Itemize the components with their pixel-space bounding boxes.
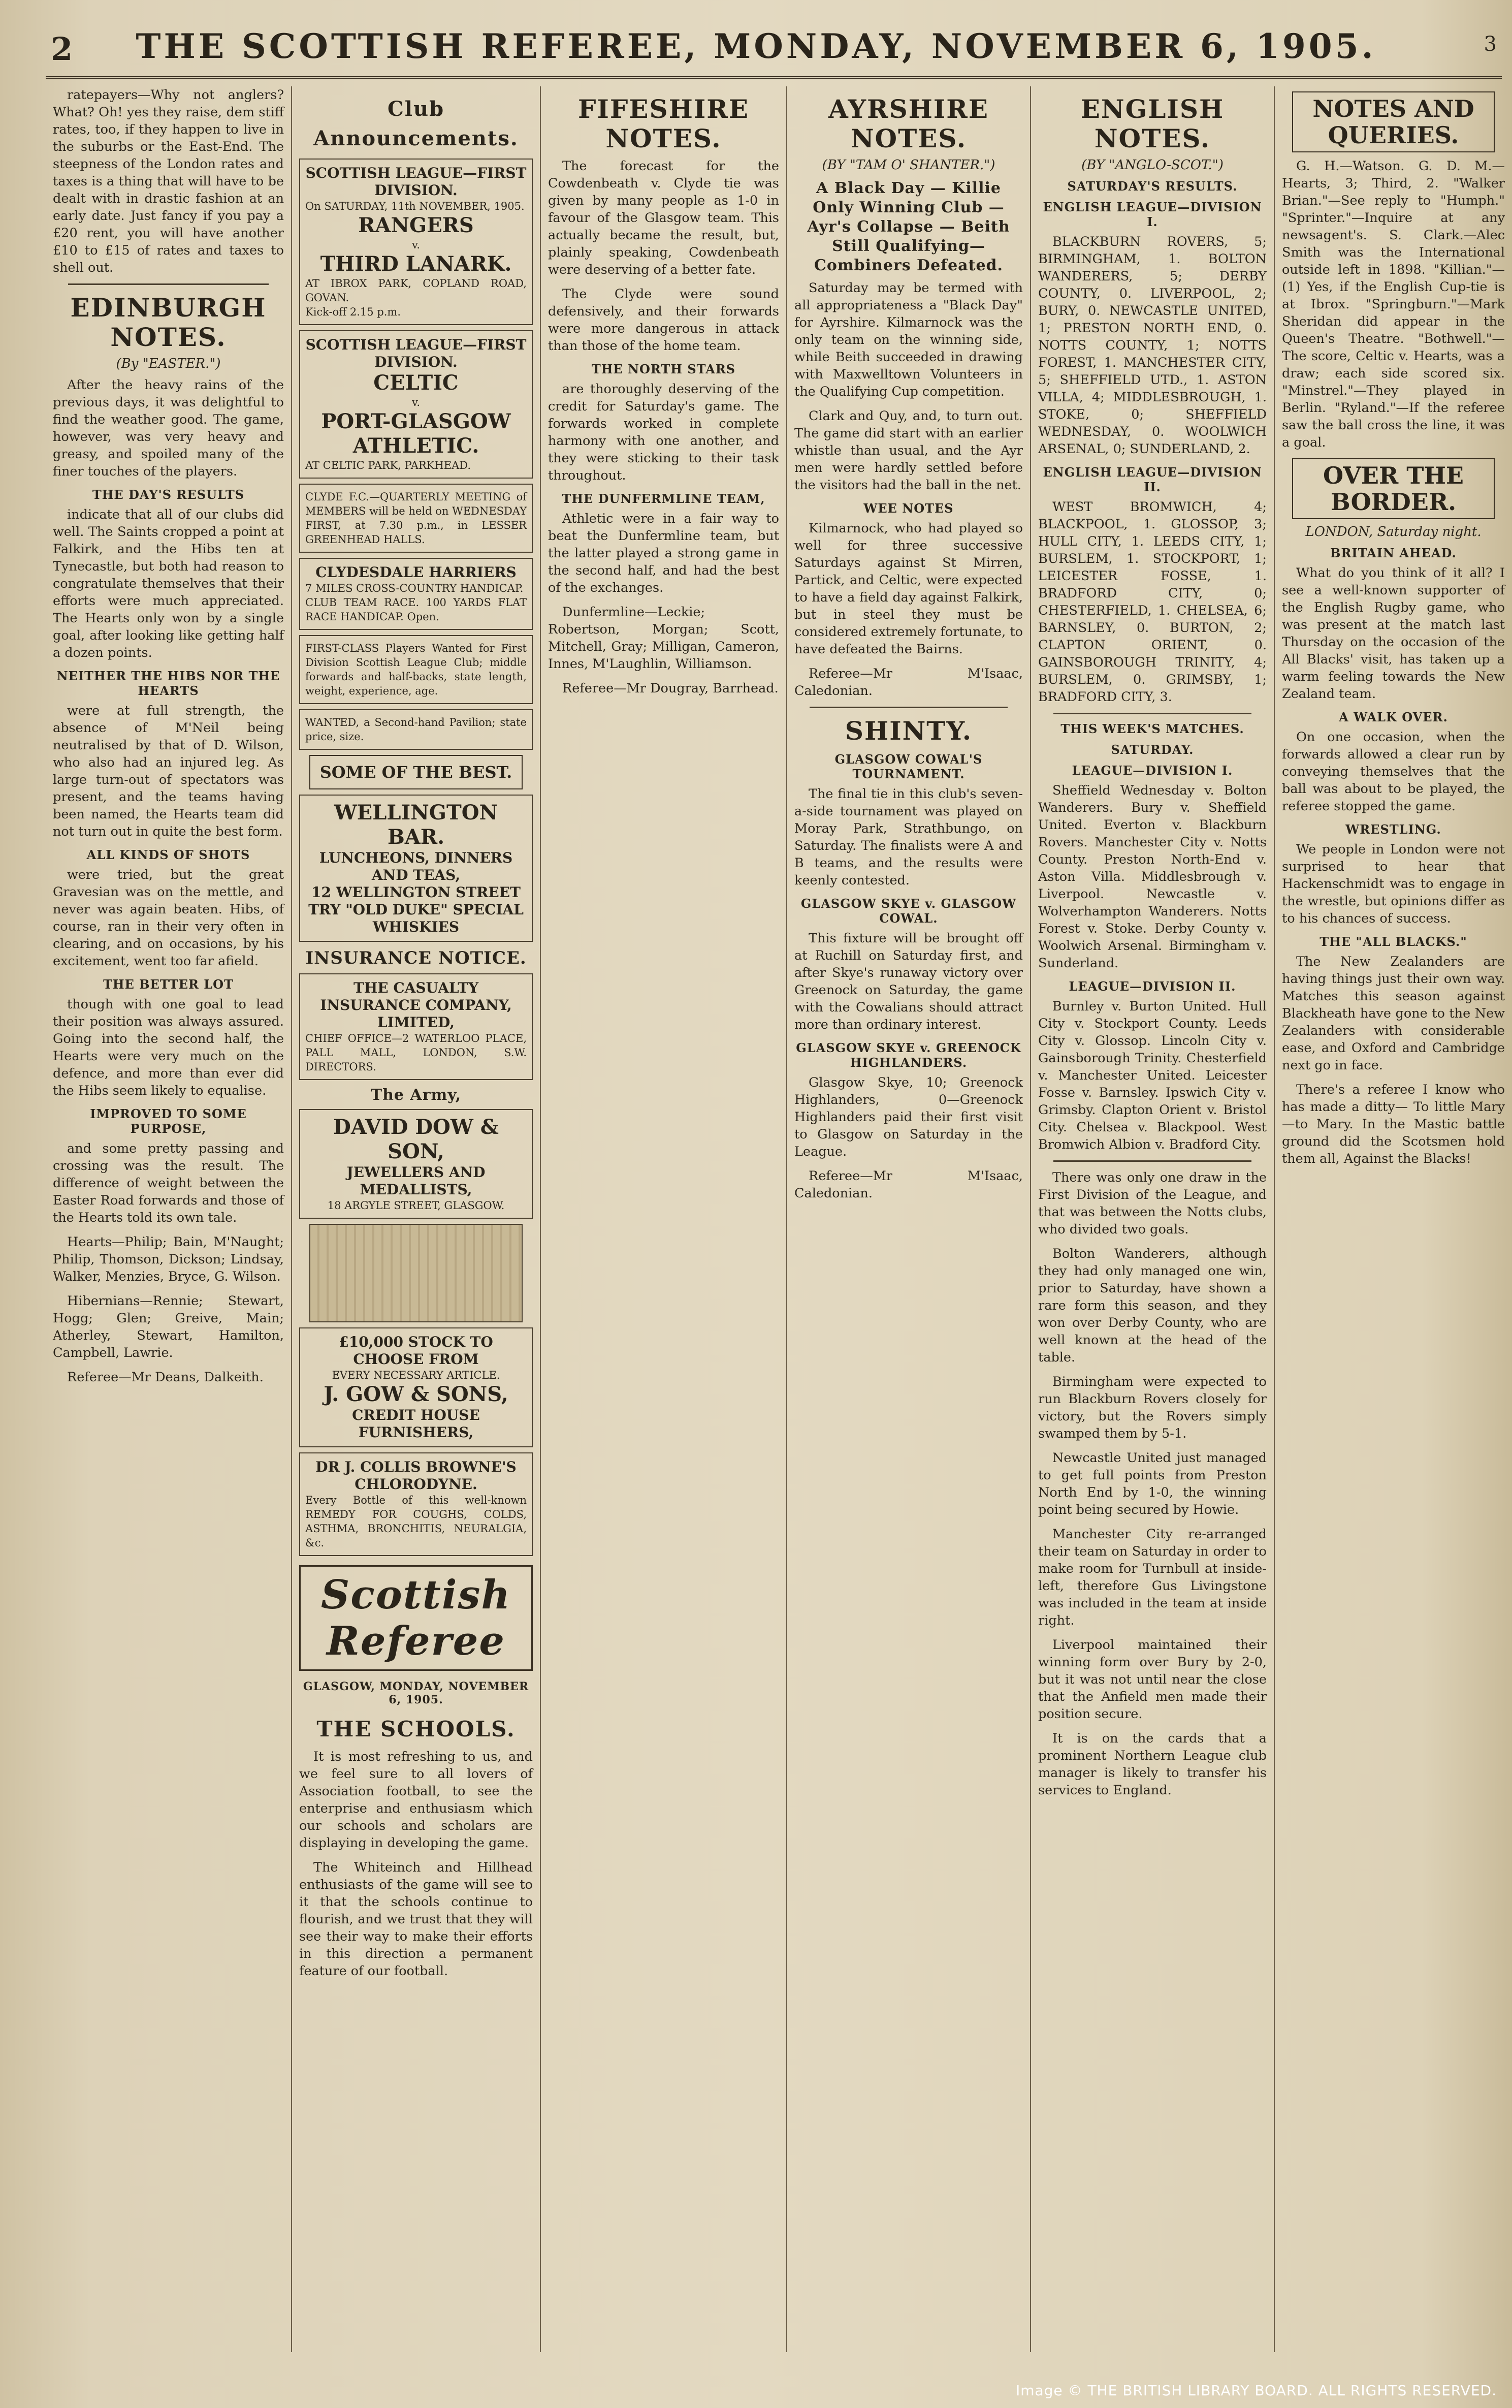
ad-casualty-insurance: [299, 973, 533, 1080]
article-text: It is on the cards that a prominent Northern League club manager is likely to transfer his services to England.: [1038, 1731, 1267, 1798]
section-heading-schools: THE SCHOOLS.: [316, 1717, 516, 1741]
article-text: The forecast for the Cowdenbeath v. Clyde tie was given by many people as 1-0 in favour of the Glasgow team. This actually became the result, but, plainly speaking, Cowdenbeath were deserving of a better fate.: [548, 159, 779, 277]
ad-kickoff: Kick-off 2.15 p.m.: [305, 306, 401, 318]
referee-line: Referee—Mr Dougray, Barrhead.: [562, 681, 779, 696]
ad-date: On SATURDAY, 11th NOVEMBER, 1905.: [305, 200, 525, 212]
article-text: Glasgow Skye, 10; Greenock Highlanders, 0—Greenock Highlanders paid their first visit to Glasgow on Saturday in the League.: [794, 1075, 1023, 1159]
article-text: It is most refreshing to us, and we feel sure to all lovers of Association football, to see the enterprise and enthusiasm which our schools and scholars are displaying in developing the game.: [299, 1749, 533, 1851]
section-heading-shinty: SHINTY.: [845, 716, 973, 746]
newspaper-nameplate: Scottish Referee: [299, 1565, 533, 1671]
subheading: THE "ALL BLACKS.": [1320, 934, 1467, 949]
ad-venue: AT IBROX PARK, COPLAND ROAD, GOVAN.: [305, 277, 527, 304]
dateline: LONDON, Saturday night.: [1305, 524, 1482, 540]
subheading: LEAGUE—DIVISION I.: [1072, 763, 1233, 778]
column-1: [46, 86, 292, 2352]
article-text: Athletic were in a fair way to beat the Dunfermline team, but the latter played a strong game in the second half, and had the best of the exchanges.: [548, 511, 779, 595]
ad-clyde-meeting: [299, 484, 533, 553]
team-lineup: Hibernians—Rennie; Stewart, Hogg; Glen; Greive, Main; Atherley, Stewart, Hamilton, Campbell, Lawrie.: [53, 1293, 284, 1360]
article-text: The Clyde were sound defensively, and their forwards were more dangerous in attack than those of the home team.: [548, 287, 779, 354]
subheading: THIS WEEK'S MATCHES.: [1060, 721, 1244, 736]
article-text: Newcastle United just managed to get full points from Preston North End by 1-0, the winning point being secured by Howie.: [1038, 1450, 1267, 1517]
copyright-footer: Image © THE BRITISH LIBRARY BOARD. ALL RIGHTS RESERVED.: [1015, 2382, 1497, 2399]
subheading: NEITHER THE HIBS NOR THE HEARTS: [56, 669, 280, 698]
article-text: On one occasion, when the forwards allowed a clear run by conveying themselves that the ball was about to be played, the referee stopped the game.: [1282, 730, 1505, 814]
ad-pavilion-wanted: [299, 709, 533, 750]
fixtures-list: Burnley v. Burton United. Hull City v. Stockport County. Leeds City v. Glossop. Lincoln City v. Gainsborough Trinity. Chesterfield v. Manchester United. Leicester Fosse v. Barnsley. Ipswich City v. Grimsby. Clapton Orient v. Bristol City. Chelsea v. Blackpool. West Bromwich Albion v. Bradford City.: [1038, 999, 1267, 1152]
ad-players-wanted: [299, 635, 533, 704]
ad-clydesdale-harriers: [299, 558, 533, 630]
team-lineup: Hearts—Philip; Bain, M'Naught; Philip, Thomson, Dickson; Lindsay, Walker, Menzies, Bryce, G. Wilson.: [53, 1234, 284, 1284]
best-heading: SOME OF THE BEST.: [309, 755, 523, 789]
subheading: THE BETTER LOT: [103, 977, 234, 992]
subheading: GLASGOW SKYE v. GLASGOW COWAL.: [800, 896, 1017, 926]
dateline: GLASGOW, MONDAY, NOVEMBER 6, 1905.: [303, 1680, 529, 1706]
insurance-heading: INSURANCE NOTICE.: [305, 948, 527, 968]
ad-wellington-bar: [299, 795, 533, 942]
fixtures-list: Sheffield Wednesday v. Bolton Wanderers. Bury v. Sheffield United. Everton v. Blackburn Rovers. Manchester City v. Notts County. Preston North-End v. Aston Villa. Middlesbrough v. Liverpool. Newcastle v. Wolverhampton Wanderers. Notts Forest v. Stoke. Derby County v. Woolwich Arsenal. Birmingham v. Sunderland.: [1038, 783, 1267, 971]
ad-versus: v.: [411, 239, 421, 251]
referee-line: Referee—Mr Deans, Dalkeith.: [67, 1370, 264, 1385]
right-page-fragment: 3: [1484, 33, 1497, 56]
article-text: Birmingham were expected to run Blackburn Rovers closely for victory, but the Rovers simply swamped them by 5-1.: [1038, 1374, 1267, 1441]
page-number: 2: [51, 30, 73, 68]
deck-heading: A Black Day — Killie Only Winning Club — Ayr's Collapse — Beith Still Qualifying—Combiners Defeated.: [807, 179, 1010, 274]
article-text: There was only one draw in the First Division of the League, and that was between the Notts clubs, who divided two goals.: [1038, 1170, 1267, 1237]
column-6: [1275, 86, 1512, 2352]
ad-team: PORT-GLASGOW ATHLETIC.: [321, 409, 511, 458]
article-text: Manchester City re-arranged their team on Saturday in order to make room for Turnbull at inside-left, therefore Gus Livingstone was included in the team at inside right.: [1038, 1527, 1267, 1628]
ad-heading: DR J. COLLIS BROWNE'S CHLORODYNE.: [315, 1459, 517, 1493]
divider: [1053, 1160, 1251, 1162]
subheading: SATURDAY'S RESULTS.: [1067, 179, 1238, 194]
column-2: [292, 86, 541, 2352]
ad-heading: THE CASUALTY INSURANCE COMPANY, LIMITED,: [320, 979, 512, 1031]
article-text: What do you think of it all? I see a well-known supporter of the English Rugby game, who was present at the match last Thursday on the occasion of the All Blacks' visit, has taken up a warm feeling towards the New Zealand team.: [1282, 565, 1505, 702]
ad-heading: SCOTTISH LEAGUE—FIRST DIVISION.: [305, 165, 527, 199]
subheading: GLASGOW SKYE v. GREENOCK HIGHLANDERS.: [796, 1040, 1021, 1070]
subheading: SATURDAY.: [1111, 742, 1194, 757]
ad-slogan: TRY "OLD DUKE" SPECIAL WHISKIES: [308, 901, 524, 935]
subheading: ENGLISH LEAGUE—DIVISION I.: [1043, 200, 1262, 229]
ad-heading: CLYDESDALE HARRIERS: [315, 564, 517, 581]
section-heading-ayrshire: AYRSHIRE NOTES.: [828, 94, 989, 153]
article-text: After the heavy rains of the previous days, it was delightful to find the weather good. The game, however, was very heavy and greasy, and spoiled many of the finer touches of the players.: [53, 377, 284, 479]
column-4: [787, 86, 1031, 2352]
byline: (BY "ANGLO-SCOT."): [1081, 157, 1224, 173]
divider: [1053, 713, 1251, 714]
article-text: Bolton Wanderers, although they had only managed one win, prior to Saturday, have shown a rare form this season, and they won over Derby County, who are well known at the head of the table.: [1038, 1246, 1267, 1365]
article-text: Clark and Quy, and, to turn out. The game did start with an earlier whistle than usual, and the Ayr men were hardly settled before the visitors had the ball in the net.: [794, 408, 1023, 493]
article-text: were at full strength, the absence of M'Neil being neutralised by that of D. Wilson, who also had an injured leg. As large turn-out of spectators was present, and the teams having been named, the Hearts team did not turn out in quite the best form.: [53, 703, 284, 839]
article-text: Liverpool maintained their winning form over Bury by 2-0, but it was not until near the close that the Anfield men made their position secure.: [1038, 1637, 1267, 1722]
ad-text: CLYDE F.C.—QUARTERLY MEETING of MEMBERS will be held on WEDNESDAY FIRST, at 7.30 p.m., in LESSER GREENHEAD HALLS.: [305, 491, 527, 546]
queries-list: G. H.—Watson. G. D. M.—Hearts, 3; Third, 2. "Walker Brian."—See reply to "Humph." "Sprinter."—Inquire at any newsagent's. S. Clark.—Alec Smith was the International outside left in 1898. "Killian."—(1) Yes, if the English Cup-tie is at Ibrox. "Springburn."—Mark Sheridan did appear in the Queen's Theatre. "Bothwell."—The score, Celtic v. Hearts, was a draw; each side scored six. "Minstrel."—They played in Berlin. "Ryland."—If the referee saw the ball cross the line, it was a goal.: [1282, 159, 1505, 450]
ad-text: CHIEF OFFICE—2 WATERLOO PLACE, PALL MALL, LONDON, S.W. DIRECTORS.: [305, 1032, 527, 1073]
section-heading-english: ENGLISH NOTES.: [1080, 94, 1225, 153]
masthead-rule: [46, 76, 1502, 79]
ad-team: CELTIC: [373, 371, 459, 395]
divider: [68, 283, 269, 285]
subheading: LEAGUE—DIVISION II.: [1069, 979, 1236, 994]
article-text: though with one goal to lead their position was always assured. Going into the second half, the Hearts were very much on the defence, and more than ever did the Hibs seem likely to equalise.: [53, 997, 284, 1098]
masthead: [0, 20, 1512, 76]
ad-text: Every Bottle of this well-known REMEDY FOR COUGHS, COLDS, ASTHMA, BRONCHITIS, NEURALGIA, &c.: [305, 1494, 527, 1549]
ad-venue: AT CELTIC PARK, PARKHEAD.: [305, 459, 471, 471]
subheading: WRESTLING.: [1345, 822, 1441, 837]
results-list: WEST BROMWICH, 4; BLACKPOOL, 1. GLOSSOP, 3; HULL CITY, 1. LEEDS CITY, 1; BURSLEM, 1. STOCKPORT, 1; LEICESTER FOSSE, 1. BRADFORD CITY, 0; CHESTERFIELD, 1. CHELSEA, 6; BARNSLEY, 0. BURTON, 2; CLAPTON ORIENT, 0. GAINSBOROUGH TRINITY, 4; BURSLEM, 0. GRIMSBY, 1; BRADFORD CITY, 3.: [1038, 499, 1267, 705]
article-text: The final tie in this club's seven-a-side tournament was played on Moray Park, Strathbungo, on Saturday. The finalists were A and B teams, and the results were keenly contested.: [794, 786, 1023, 888]
ad-heading: SCOTTISH LEAGUE—FIRST DIVISION.: [305, 336, 527, 370]
ad-name: J. GOW & SONS,: [324, 1382, 508, 1406]
furniture-illustration: [309, 1224, 523, 1322]
subheading: WEE NOTES: [863, 501, 954, 516]
referee-line: Referee—Mr M'Isaac, Caledonian.: [794, 666, 1023, 699]
section-heading-over-the-border: OVER THE BORDER.: [1292, 458, 1495, 519]
ad-text: WANTED, a Second-hand Pavilion; state price, size.: [305, 716, 527, 743]
subheading: THE NORTH STARS: [591, 362, 736, 376]
divider: [810, 707, 1008, 708]
ad-celtic-port-glasgow: [299, 330, 533, 479]
ad-team: THIRD LANARK.: [320, 252, 512, 276]
article-text: and some pretty passing and crossing was the result. The difference of weight between the Easter Road forwards and those of the Hearts told its own tale.: [53, 1141, 284, 1225]
article-text: We people in London were not surprised to hear that Hackenschmidt was to engage in the wrestle, but opinions differ as to his chances of success.: [1282, 842, 1505, 926]
column-5: [1031, 86, 1275, 2352]
ad-rangers-third-lanark: [299, 159, 533, 325]
ad-versus: v.: [411, 396, 421, 408]
article-text: This fixture will be brought off at Ruchill on Saturday first, and after Skye's runaway victory over Greenock on Saturday, the game with the Cowalians should attract more than ordinary interest.: [794, 931, 1023, 1032]
section-heading-edinburgh: EDINBURGH NOTES.: [70, 293, 267, 352]
section-heading-club-announcements: Club Announcements.: [313, 97, 519, 150]
ad-team: RANGERS: [358, 213, 474, 237]
team-lineup: Dunfermline—Leckie; Robertson, Morgan; Scott, Mitchell, Gray; Milligan, Cameron, Innes, M'Laughlin, Williamson.: [548, 605, 779, 672]
subheading: ALL KINDS OF SHOTS: [86, 847, 250, 862]
ad-sub: JEWELLERS AND MEDALLISTS,: [346, 1164, 486, 1198]
ad-text: CLUB TEAM RACE. 100 YARDS FLAT RACE HANDICAP. Open.: [305, 596, 527, 623]
article-text: The Whiteinch and Hillhead enthusiasts of the game will see to it that the schools continue to flourish, and we trust that they will see their way to make their efforts in this direction a permanent feature of our football.: [299, 1860, 533, 1979]
subheading: THE DUNFERMLINE TEAM,: [562, 491, 765, 506]
subheading: BRITAIN AHEAD.: [1330, 546, 1457, 560]
ad-sub: EVERY NECESSARY ARTICLE.: [332, 1369, 500, 1381]
section-heading-notes-queries: NOTES AND QUERIES.: [1292, 91, 1495, 152]
article-text: Saturday may be termed with all appropriateness a "Black Day" for Ayrshire. Kilmarnock was the only team on the winning side, while Beith succeeded in drawing with Maxwelltown Volunteers in the Qualifying Cup competition.: [794, 280, 1023, 399]
results-list: BLACKBURN ROVERS, 5; BIRMINGHAM, 1. BOLTON WANDERERS, 5; DERBY COUNTY, 0. LIVERPOOL, 2; BURY, 0. NEWCASTLE UNITED, 1; PRESTON NORTH END, 0. NOTTS COUNTY, 1; NOTTS FOREST, 1. MANCHESTER CITY, 5; SHEFFIELD UTD., 1. ASTON VILLA, 4; MIDDLESBROUGH, 1. STOKE, 0; SHEFFIELD WEDNESDAY, 0. WOOLWICH ARSENAL, 0; SUNDERLAND, 2.: [1038, 234, 1267, 457]
ad-address: 18 ARGYLE STREET, GLASGOW.: [327, 1199, 505, 1212]
subheading: THE DAY'S RESULTS: [92, 487, 245, 502]
byline: (By "EASTER."): [116, 356, 221, 371]
ad-heading: DAVID DOW & SON,: [333, 1115, 499, 1163]
article-text: were tried, but the great Gravesian was on the mettle, and never was again beaten. Hibs, of course, ran in their very often in clearing, and on occasions, by his excitement, went too far afield.: [53, 867, 284, 969]
ad-sub: LUNCHEONS, DINNERS AND TEAS,: [319, 849, 513, 883]
subheading: GLASGOW COWAL'S TOURNAMENT.: [834, 752, 983, 781]
subheading: IMPROVED TO SOME PURPOSE,: [90, 1106, 247, 1136]
ad-heading: £10,000 STOCK TO CHOOSE FROM: [339, 1334, 493, 1368]
subheading: ENGLISH LEAGUE—DIVISION II.: [1043, 465, 1262, 494]
article-text: The New Zealanders are having things just their own way. Matches this season against Blackheath have gone to the New Zealanders with considerable ease, and Oxford and Cambridge next go in face.: [1282, 954, 1505, 1073]
ad-text: FIRST-CLASS Players Wanted for First Division Scottish League Club; middle forwards and half-backs, state length, weight, experience, age.: [305, 642, 527, 697]
army-heading: The Army,: [370, 1086, 462, 1104]
subheading: A WALK OVER.: [1339, 710, 1448, 724]
referee-line: Referee—Mr M'Isaac, Caledonian.: [794, 1168, 1023, 1201]
section-heading-fifeshire: FIFESHIRE NOTES.: [578, 94, 749, 153]
ad-sub: CREDIT HOUSE FURNISHERS,: [352, 1407, 480, 1441]
column-3: [541, 86, 787, 2352]
ad-address: 12 WELLINGTON STREET: [311, 884, 521, 901]
ad-david-dow: [299, 1109, 533, 1219]
article-text: Kilmarnock, who had played so well for three successive Saturdays against St Mirren, Partick, and Celtic, were expected to have a field day against Falkirk, but in steel they must be considered extremely fortunate, to have defeated the Bairns.: [794, 521, 1023, 657]
ad-gow-furnishers: [299, 1327, 533, 1447]
byline: (BY "TAM O' SHANTER."): [822, 157, 995, 173]
article-text: are thoroughly deserving of the credit for Saturday's game. The forwards worked in complete harmony with one another, and they were sticking to their task throughout.: [548, 382, 779, 483]
article-text: There's a referee I know who has made a ditty— To little Mary—to Mary. In the Mastic battle ground did the Scotsmen hold them all, Against the Blacks!: [1282, 1082, 1505, 1166]
ad-chlorodyne: [299, 1452, 533, 1556]
ad-heading: WELLINGTON BAR.: [334, 801, 498, 849]
article-text: indicate that all of our clubs did well. The Saints cropped a point at Falkirk, and the Hibs ten at Tynecastle, but both had reason to congratulate themselves that their efforts were much appreciated. The Hearts only won by a single goal, after looking like getting half a dozen points.: [53, 507, 284, 660]
article-text: ratepayers—Why not anglers? What? Oh! yes they raise, dem stiff rates, too, if they happen to live in the suburbs or the East-End. The steepness of the London rates and taxes is a thing that will have to be dealt with in drastic fashion at an early date. Just fancy if you pay a £20 rent, you will have another £10 to £15 of rates and taxes to shell out.: [53, 87, 284, 275]
page-title: THE SCOTTISH REFEREE, MONDAY, NOVEMBER 6, 1905.: [136, 26, 1376, 66]
ad-sub: 7 MILES CROSS-COUNTRY HANDICAP.: [305, 582, 524, 594]
